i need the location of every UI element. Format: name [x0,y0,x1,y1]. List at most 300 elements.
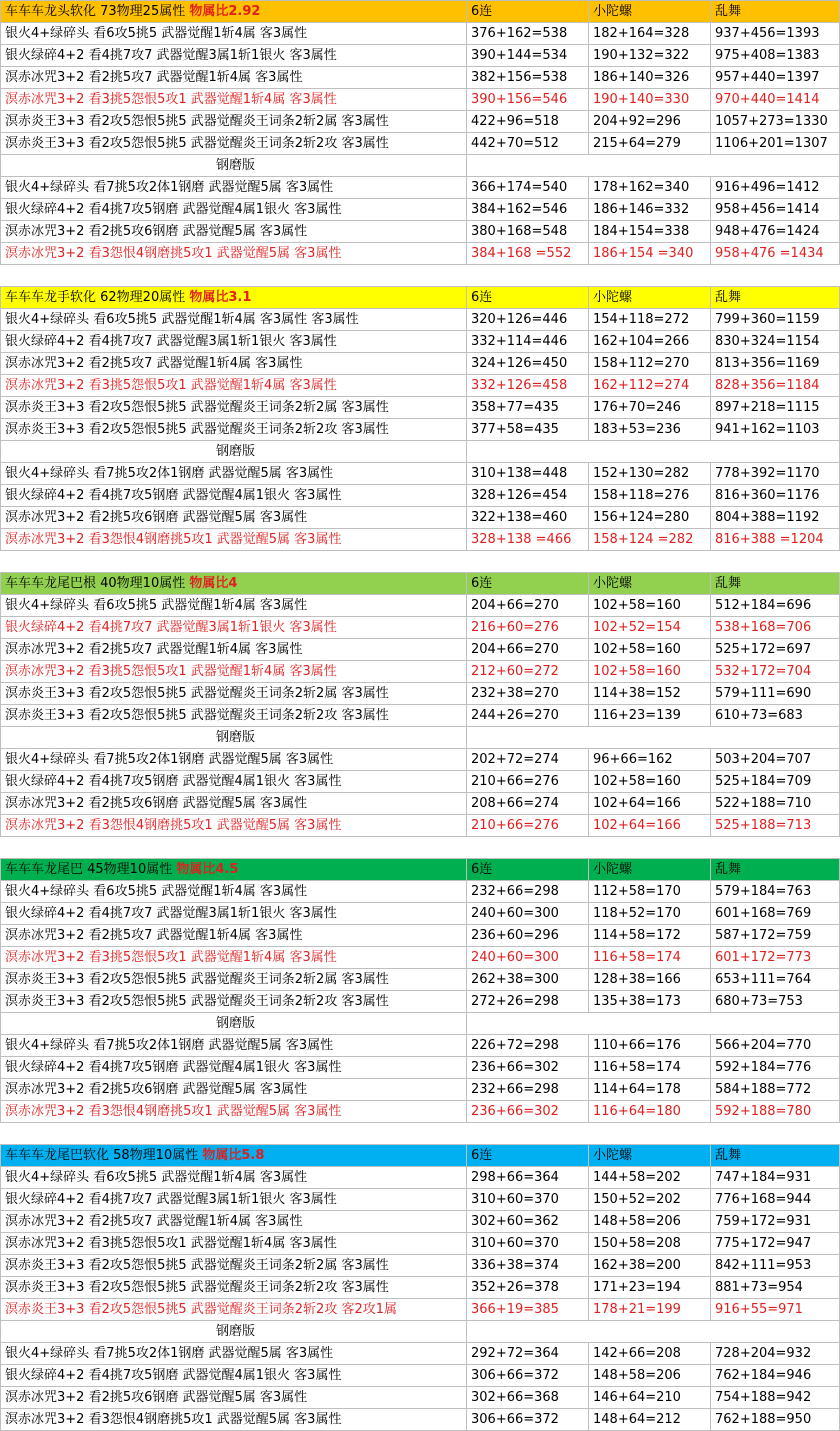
table-row [1,881,840,903]
dance-cell: 584+188=772 [711,1079,840,1101]
blank-cell [467,1321,840,1343]
six-combo-cell: 244+26=270 [467,705,589,727]
spin-cell: 150+52=202 [589,1189,711,1211]
six-combo-cell: 226+72=298 [467,1035,589,1057]
dance-cell: 958+476 =1434 [711,243,840,265]
subsection-row [1,441,840,463]
build-cell: 溟赤冰咒3+2 看3挑5怨恨5攻1 武器觉醒1斩4属 客3属性 [1,89,467,111]
spin-cell: 190+132=322 [589,45,711,67]
spacer-row [1,551,840,573]
six-combo-cell: 376+162=538 [467,23,589,45]
dance-cell: 813+356=1169 [711,353,840,375]
table-row [1,595,840,617]
spin-cell: 150+58=208 [589,1233,711,1255]
column-header: 乱舞 [711,1145,840,1167]
build-cell: 溟赤冰咒3+2 看2挑5攻6钢磨 武器觉醒5属 客3属性 [1,221,467,243]
build-cell: 溟赤冰咒3+2 看2挑5攻7 武器觉醒1斩4属 客3属性 [1,353,467,375]
spin-cell: 110+66=176 [589,1035,711,1057]
build-cell: 溟赤冰咒3+2 看2挑5攻7 武器觉醒1斩4属 客3属性 [1,639,467,661]
table-row [1,67,840,89]
six-combo-cell: 298+66=364 [467,1167,589,1189]
subsection-label: 钢磨版 [1,1321,467,1343]
spin-cell: 162+112=274 [589,375,711,397]
build-cell: 溟赤冰咒3+2 看3挑5怨恨5攻1 武器觉醒1斩4属 客3属性 [1,661,467,683]
build-cell: 溟赤炎王3+3 看2攻5怨恨5挑5 武器觉醒炎王词条2斩2属 客3属性 [1,1255,467,1277]
six-combo-cell: 210+66=276 [467,815,589,837]
dance-cell: 601+168=769 [711,903,840,925]
blank-cell [467,441,840,463]
build-cell: 银火4+绿碎头 看7挑5攻2体1钢磨 武器觉醒5属 客3属性 [1,749,467,771]
dance-cell: 538+168=706 [711,617,840,639]
build-cell: 溟赤炎王3+3 看2攻5怨恨5挑5 武器觉醒炎王词条2斩2属 客3属性 [1,397,467,419]
spin-cell: 148+58=206 [589,1365,711,1387]
dance-cell: 941+162=1103 [711,419,840,441]
section-title [1,573,467,595]
table-row [1,23,840,45]
section-title-text: 车车车龙尾巴 45物理10属性 [5,862,177,877]
dance-cell: 566+204=770 [711,1035,840,1057]
table-row [1,705,840,727]
spacer-cell [1,1123,840,1145]
dance-cell: 957+440=1397 [711,67,840,89]
dance-cell: 653+111=764 [711,969,840,991]
build-cell: 银火绿碎4+2 看4挑7攻7 武器觉醒3属1斩1银火 客3属性 [1,331,467,353]
table-row [1,89,840,111]
table-row [1,1277,840,1299]
build-cell: 溟赤冰咒3+2 看2挑5攻7 武器觉醒1斩4属 客3属性 [1,67,467,89]
dance-cell: 762+188=950 [711,1409,840,1431]
section-title-text: 车车车龙头软化 73物理25属性 [5,4,190,19]
spin-cell: 144+58=202 [589,1167,711,1189]
spin-cell: 102+58=160 [589,661,711,683]
spin-cell: 182+164=328 [589,23,711,45]
build-cell: 银火绿碎4+2 看4挑7攻7 武器觉醒3属1斩1银火 客3属性 [1,45,467,67]
spin-cell: 114+58=172 [589,925,711,947]
table-row [1,309,840,331]
subsection-row [1,1013,840,1035]
build-cell: 银火4+绿碎头 看6攻5挑5 武器觉醒1斩4属 客3属性 [1,881,467,903]
dance-cell: 975+408=1383 [711,45,840,67]
dance-cell: 1057+273=1330 [711,111,840,133]
ratio-label: 物属比2.92 [189,4,261,19]
six-combo-cell: 358+77=435 [467,397,589,419]
build-cell: 银火绿碎4+2 看4挑7攻7 武器觉醒3属1斩1银火 客3属性 [1,617,467,639]
build-cell: 银火绿碎4+2 看4挑7攻7 武器觉醒3属1斩1银火 客3属性 [1,903,467,925]
table-row [1,375,840,397]
build-cell: 溟赤冰咒3+2 看3怨恨4钢磨挑5攻1 武器觉醒5属 客3属性 [1,815,467,837]
section-title [1,859,467,881]
dance-cell: 610+73=683 [711,705,840,727]
section-header [1,1145,840,1167]
spin-cell: 186+154 =340 [589,243,711,265]
build-cell: 溟赤炎王3+3 看2攻5怨恨5挑5 武器觉醒炎王词条2斩2属 客3属性 [1,111,467,133]
six-combo-cell: 322+138=460 [467,507,589,529]
table-row [1,1057,840,1079]
dance-cell: 958+456=1414 [711,199,840,221]
column-header: 6连 [467,573,589,595]
six-combo-cell: 310+138=448 [467,463,589,485]
six-combo-cell: 272+26=298 [467,991,589,1013]
table-row [1,529,840,551]
build-cell: 溟赤冰咒3+2 看2挑5攻6钢磨 武器觉醒5属 客3属性 [1,793,467,815]
dance-cell: 799+360=1159 [711,309,840,331]
dance-cell: 916+55=971 [711,1299,840,1321]
six-combo-cell: 240+60=300 [467,903,589,925]
spin-cell: 96+66=162 [589,749,711,771]
blank-cell [467,727,840,749]
column-header: 小陀螺 [589,1145,711,1167]
spin-cell: 158+112=270 [589,353,711,375]
table-row [1,1387,840,1409]
build-cell: 银火绿碎4+2 看4挑7攻5钢磨 武器觉醒4属1银火 客3属性 [1,1057,467,1079]
build-cell: 溟赤冰咒3+2 看2挑5攻6钢磨 武器觉醒5属 客3属性 [1,1387,467,1409]
dance-cell: 778+392=1170 [711,463,840,485]
build-cell: 溟赤炎王3+3 看2攻5怨恨5挑5 武器觉醒炎王词条2斩2攻 客2攻1属 [1,1299,467,1321]
six-combo-cell: 380+168=548 [467,221,589,243]
build-cell: 溟赤冰咒3+2 看3怨恨4钢磨挑5攻1 武器觉醒5属 客3属性 [1,529,467,551]
section-header [1,287,840,309]
column-header: 小陀螺 [589,573,711,595]
six-combo-cell: 208+66=274 [467,793,589,815]
spin-cell: 116+58=174 [589,947,711,969]
spin-cell: 135+38=173 [589,991,711,1013]
section-title [1,1,467,23]
subsection-row [1,1321,840,1343]
section-header [1,573,840,595]
six-combo-cell: 262+38=300 [467,969,589,991]
build-cell: 溟赤炎王3+3 看2攻5怨恨5挑5 武器觉醒炎王词条2斩2攻 客3属性 [1,991,467,1013]
dance-cell: 881+73=954 [711,1277,840,1299]
six-combo-cell: 366+174=540 [467,177,589,199]
six-combo-cell: 292+72=364 [467,1343,589,1365]
table-row [1,353,840,375]
spin-cell: 114+64=178 [589,1079,711,1101]
six-combo-cell: 310+60=370 [467,1189,589,1211]
dance-cell: 532+172=704 [711,661,840,683]
build-cell: 银火绿碎4+2 看4挑7攻7 武器觉醒3属1斩1银火 客3属性 [1,1189,467,1211]
six-combo-cell: 310+60=370 [467,1233,589,1255]
six-combo-cell: 210+66=276 [467,771,589,793]
six-combo-cell: 390+156=546 [467,89,589,111]
dance-cell: 592+188=780 [711,1101,840,1123]
spin-cell: 215+64=279 [589,133,711,155]
section-title-text: 车车车龙手软化 62物理20属性 [5,290,190,305]
six-combo-cell: 382+156=538 [467,67,589,89]
subsection-label: 钢磨版 [1,155,467,177]
build-cell: 银火绿碎4+2 看4挑7攻5钢磨 武器觉醒4属1银火 客3属性 [1,771,467,793]
spin-cell: 158+118=276 [589,485,711,507]
spacer-cell [1,551,840,573]
six-combo-cell: 212+60=272 [467,661,589,683]
six-combo-cell: 332+114=446 [467,331,589,353]
spin-cell: 116+58=174 [589,1057,711,1079]
six-combo-cell: 324+126=450 [467,353,589,375]
column-header: 乱舞 [711,859,840,881]
table-row [1,925,840,947]
build-cell: 银火4+绿碎头 看7挑5攻2体1钢磨 武器觉醒5属 客3属性 [1,1343,467,1365]
six-combo-cell: 236+66=302 [467,1101,589,1123]
six-combo-cell: 384+162=546 [467,199,589,221]
column-header: 6连 [467,1145,589,1167]
six-combo-cell: 332+126=458 [467,375,589,397]
six-combo-cell: 232+66=298 [467,881,589,903]
build-cell: 银火4+绿碎头 看7挑5攻2体1钢磨 武器觉醒5属 客3属性 [1,177,467,199]
subsection-label: 钢磨版 [1,441,467,463]
table-row [1,793,840,815]
table-row [1,331,840,353]
six-combo-cell: 384+168 =552 [467,243,589,265]
dance-cell: 587+172=759 [711,925,840,947]
spacer-row [1,837,840,859]
spin-cell: 114+38=152 [589,683,711,705]
build-cell: 溟赤炎王3+3 看2攻5怨恨5挑5 武器觉醒炎王词条2斩2属 客3属性 [1,969,467,991]
table-row [1,199,840,221]
build-cell: 溟赤冰咒3+2 看3挑5怨恨5攻1 武器觉醒1斩4属 客3属性 [1,1233,467,1255]
spin-cell: 190+140=330 [589,89,711,111]
column-header: 6连 [467,1,589,23]
dance-cell: 754+188=942 [711,1387,840,1409]
table-row [1,1299,840,1321]
spin-cell: 171+23=194 [589,1277,711,1299]
six-combo-cell: 302+66=368 [467,1387,589,1409]
table-row [1,177,840,199]
subsection-row [1,155,840,177]
subsection-row [1,727,840,749]
table-row [1,1167,840,1189]
six-combo-cell: 204+66=270 [467,639,589,661]
dance-cell: 776+168=944 [711,1189,840,1211]
spin-cell: 186+140=326 [589,67,711,89]
spin-cell: 118+52=170 [589,903,711,925]
spin-cell: 148+58=206 [589,1211,711,1233]
six-combo-cell: 366+19=385 [467,1299,589,1321]
spin-cell: 142+66=208 [589,1343,711,1365]
table-row [1,133,840,155]
spin-cell: 116+64=180 [589,1101,711,1123]
build-cell: 银火4+绿碎头 看7挑5攻2体1钢磨 武器觉醒5属 客3属性 [1,463,467,485]
dance-cell: 512+184=696 [711,595,840,617]
section-header [1,1,840,23]
build-cell: 溟赤炎王3+3 看2攻5怨恨5挑5 武器觉醒炎王词条2斩2属 客3属性 [1,683,467,705]
six-combo-cell: 320+126=446 [467,309,589,331]
spin-cell: 154+118=272 [589,309,711,331]
dance-cell: 816+360=1176 [711,485,840,507]
build-cell: 银火4+绿碎头 看6攻5挑5 武器觉醒1斩4属 客3属性 [1,1167,467,1189]
six-combo-cell: 216+60=276 [467,617,589,639]
six-combo-cell: 306+66=372 [467,1365,589,1387]
spacer-cell [1,837,840,859]
six-combo-cell: 422+96=518 [467,111,589,133]
spin-cell: 102+58=160 [589,595,711,617]
build-cell: 银火4+绿碎头 看6攻5挑5 武器觉醒1斩4属 客3属性 [1,595,467,617]
build-cell: 溟赤冰咒3+2 看2挑5攻6钢磨 武器觉醒5属 客3属性 [1,507,467,529]
table-row [1,991,840,1013]
build-cell: 银火4+绿碎头 看7挑5攻2体1钢磨 武器觉醒5属 客3属性 [1,1035,467,1057]
dance-cell: 728+204=932 [711,1343,840,1365]
ratio-label: 物属比4 [189,576,238,591]
dance-cell: 916+496=1412 [711,177,840,199]
spacer-row [1,265,840,287]
column-header: 乱舞 [711,573,840,595]
section-title-text: 车车车龙尾巴软化 58物理10属性 [5,1148,203,1163]
dance-cell: 804+388=1192 [711,507,840,529]
table-row [1,507,840,529]
dance-cell: 747+184=931 [711,1167,840,1189]
build-cell: 溟赤冰咒3+2 看3怨恨4钢磨挑5攻1 武器觉醒5属 客3属性 [1,243,467,265]
build-cell: 溟赤冰咒3+2 看2挑5攻7 武器觉醒1斩4属 客3属性 [1,925,467,947]
dance-cell: 759+172=931 [711,1211,840,1233]
build-cell: 溟赤炎王3+3 看2攻5怨恨5挑5 武器觉醒炎王词条2斩2攻 客3属性 [1,133,467,155]
build-cell: 溟赤冰咒3+2 看3挑5怨恨5攻1 武器觉醒1斩4属 客3属性 [1,375,467,397]
spin-cell: 102+58=160 [589,771,711,793]
six-combo-cell: 377+58=435 [467,419,589,441]
spin-cell: 102+64=166 [589,815,711,837]
table-row [1,1233,840,1255]
build-cell: 溟赤冰咒3+2 看3怨恨4钢磨挑5攻1 武器觉醒5属 客3属性 [1,1409,467,1431]
spin-cell: 146+64=210 [589,1387,711,1409]
table-row [1,1255,840,1277]
table-row [1,749,840,771]
section-title-text: 车车车龙尾巴根 40物理10属性 [5,576,190,591]
table-row [1,1035,840,1057]
six-combo-cell: 232+38=270 [467,683,589,705]
spin-cell: 116+23=139 [589,705,711,727]
six-combo-cell: 442+70=512 [467,133,589,155]
ratio-label: 物属比4.5 [176,862,239,877]
column-header: 6连 [467,287,589,309]
table-row [1,903,840,925]
ratio-label: 物属比3.1 [189,290,252,305]
section-title [1,1145,467,1167]
build-cell: 溟赤冰咒3+2 看3怨恨4钢磨挑5攻1 武器觉醒5属 客3属性 [1,1101,467,1123]
table-row [1,111,840,133]
table-row [1,771,840,793]
column-header: 6连 [467,859,589,881]
spin-cell: 156+124=280 [589,507,711,529]
spacer-cell [1,265,840,287]
spin-cell: 102+58=160 [589,639,711,661]
six-combo-cell: 328+138 =466 [467,529,589,551]
spin-cell: 204+92=296 [589,111,711,133]
column-header: 乱舞 [711,287,840,309]
spin-cell: 162+104=266 [589,331,711,353]
six-combo-cell: 232+66=298 [467,1079,589,1101]
six-combo-cell: 352+26=378 [467,1277,589,1299]
table-row [1,661,840,683]
table-row [1,947,840,969]
table-row [1,485,840,507]
spin-cell: 158+124 =282 [589,529,711,551]
build-cell: 溟赤炎王3+3 看2攻5怨恨5挑5 武器觉醒炎王词条2斩2攻 客3属性 [1,419,467,441]
dance-cell: 816+388 =1204 [711,529,840,551]
spin-cell: 102+52=154 [589,617,711,639]
build-cell: 溟赤冰咒3+2 看2挑5攻6钢磨 武器觉醒5属 客3属性 [1,1079,467,1101]
six-combo-cell: 306+66=372 [467,1409,589,1431]
six-combo-cell: 236+60=296 [467,925,589,947]
build-cell: 溟赤炎王3+3 看2攻5怨恨5挑5 武器觉醒炎王词条2斩2攻 客3属性 [1,705,467,727]
build-cell: 银火绿碎4+2 看4挑7攻5钢磨 武器觉醒4属1银火 客3属性 [1,1365,467,1387]
subsection-label: 钢磨版 [1,727,467,749]
column-header: 小陀螺 [589,287,711,309]
build-cell: 银火绿碎4+2 看4挑7攻5钢磨 武器觉醒4属1银火 客3属性 [1,199,467,221]
table-row [1,969,840,991]
table-row [1,45,840,67]
table-row [1,1409,840,1431]
spin-cell: 183+53=236 [589,419,711,441]
dance-cell: 503+204=707 [711,749,840,771]
column-header: 小陀螺 [589,859,711,881]
six-combo-cell: 390+144=534 [467,45,589,67]
spin-cell: 152+130=282 [589,463,711,485]
table-row [1,815,840,837]
column-header: 小陀螺 [589,1,711,23]
dance-cell: 775+172=947 [711,1233,840,1255]
dance-cell: 828+356=1184 [711,375,840,397]
dance-cell: 842+111=953 [711,1255,840,1277]
spin-cell: 186+146=332 [589,199,711,221]
dance-cell: 762+184=946 [711,1365,840,1387]
dance-cell: 579+184=763 [711,881,840,903]
dance-cell: 525+188=713 [711,815,840,837]
dance-cell: 937+456=1393 [711,23,840,45]
spin-cell: 162+38=200 [589,1255,711,1277]
table-row [1,617,840,639]
spin-cell: 184+154=338 [589,221,711,243]
table-row [1,1365,840,1387]
column-header: 乱舞 [711,1,840,23]
table-row [1,1079,840,1101]
six-combo-cell: 336+38=374 [467,1255,589,1277]
build-cell: 银火4+绿碎头 看6攻5挑5 武器觉醒1斩4属 客3属性 客3属性 [1,309,467,331]
build-cell: 溟赤冰咒3+2 看3挑5怨恨5攻1 武器觉醒1斩4属 客3属性 [1,947,467,969]
six-combo-cell: 302+60=362 [467,1211,589,1233]
dance-cell: 830+324=1154 [711,331,840,353]
table-row [1,221,840,243]
section-header [1,859,840,881]
table-row [1,463,840,485]
subsection-label: 钢磨版 [1,1013,467,1035]
table-row [1,1101,840,1123]
build-cell: 银火绿碎4+2 看4挑7攻5钢磨 武器觉醒4属1银火 客3属性 [1,485,467,507]
table-row [1,1343,840,1365]
build-cell: 银火4+绿碎头 看6攻5挑5 武器觉醒1斩4属 客3属性 [1,23,467,45]
ratio-label: 物属比5.8 [202,1148,265,1163]
spin-cell: 112+58=170 [589,881,711,903]
table-row [1,683,840,705]
dance-cell: 601+172=773 [711,947,840,969]
table-row [1,397,840,419]
spin-cell: 102+64=166 [589,793,711,815]
blank-cell [467,1013,840,1035]
section-title [1,287,467,309]
table-row [1,1211,840,1233]
dance-cell: 897+218=1115 [711,397,840,419]
dance-cell: 948+476=1424 [711,221,840,243]
spin-cell: 128+38=166 [589,969,711,991]
spacer-row [1,1123,840,1145]
table-row [1,1189,840,1211]
spin-cell: 176+70=246 [589,397,711,419]
dance-cell: 1106+201=1307 [711,133,840,155]
build-cell: 溟赤炎王3+3 看2攻5怨恨5挑5 武器觉醒炎王词条2斩2攻 客3属性 [1,1277,467,1299]
spin-cell: 148+64=212 [589,1409,711,1431]
dance-cell: 525+172=697 [711,639,840,661]
dance-cell: 579+111=690 [711,683,840,705]
table-row [1,419,840,441]
table-row [1,639,840,661]
spin-cell: 178+162=340 [589,177,711,199]
blank-cell [467,155,840,177]
